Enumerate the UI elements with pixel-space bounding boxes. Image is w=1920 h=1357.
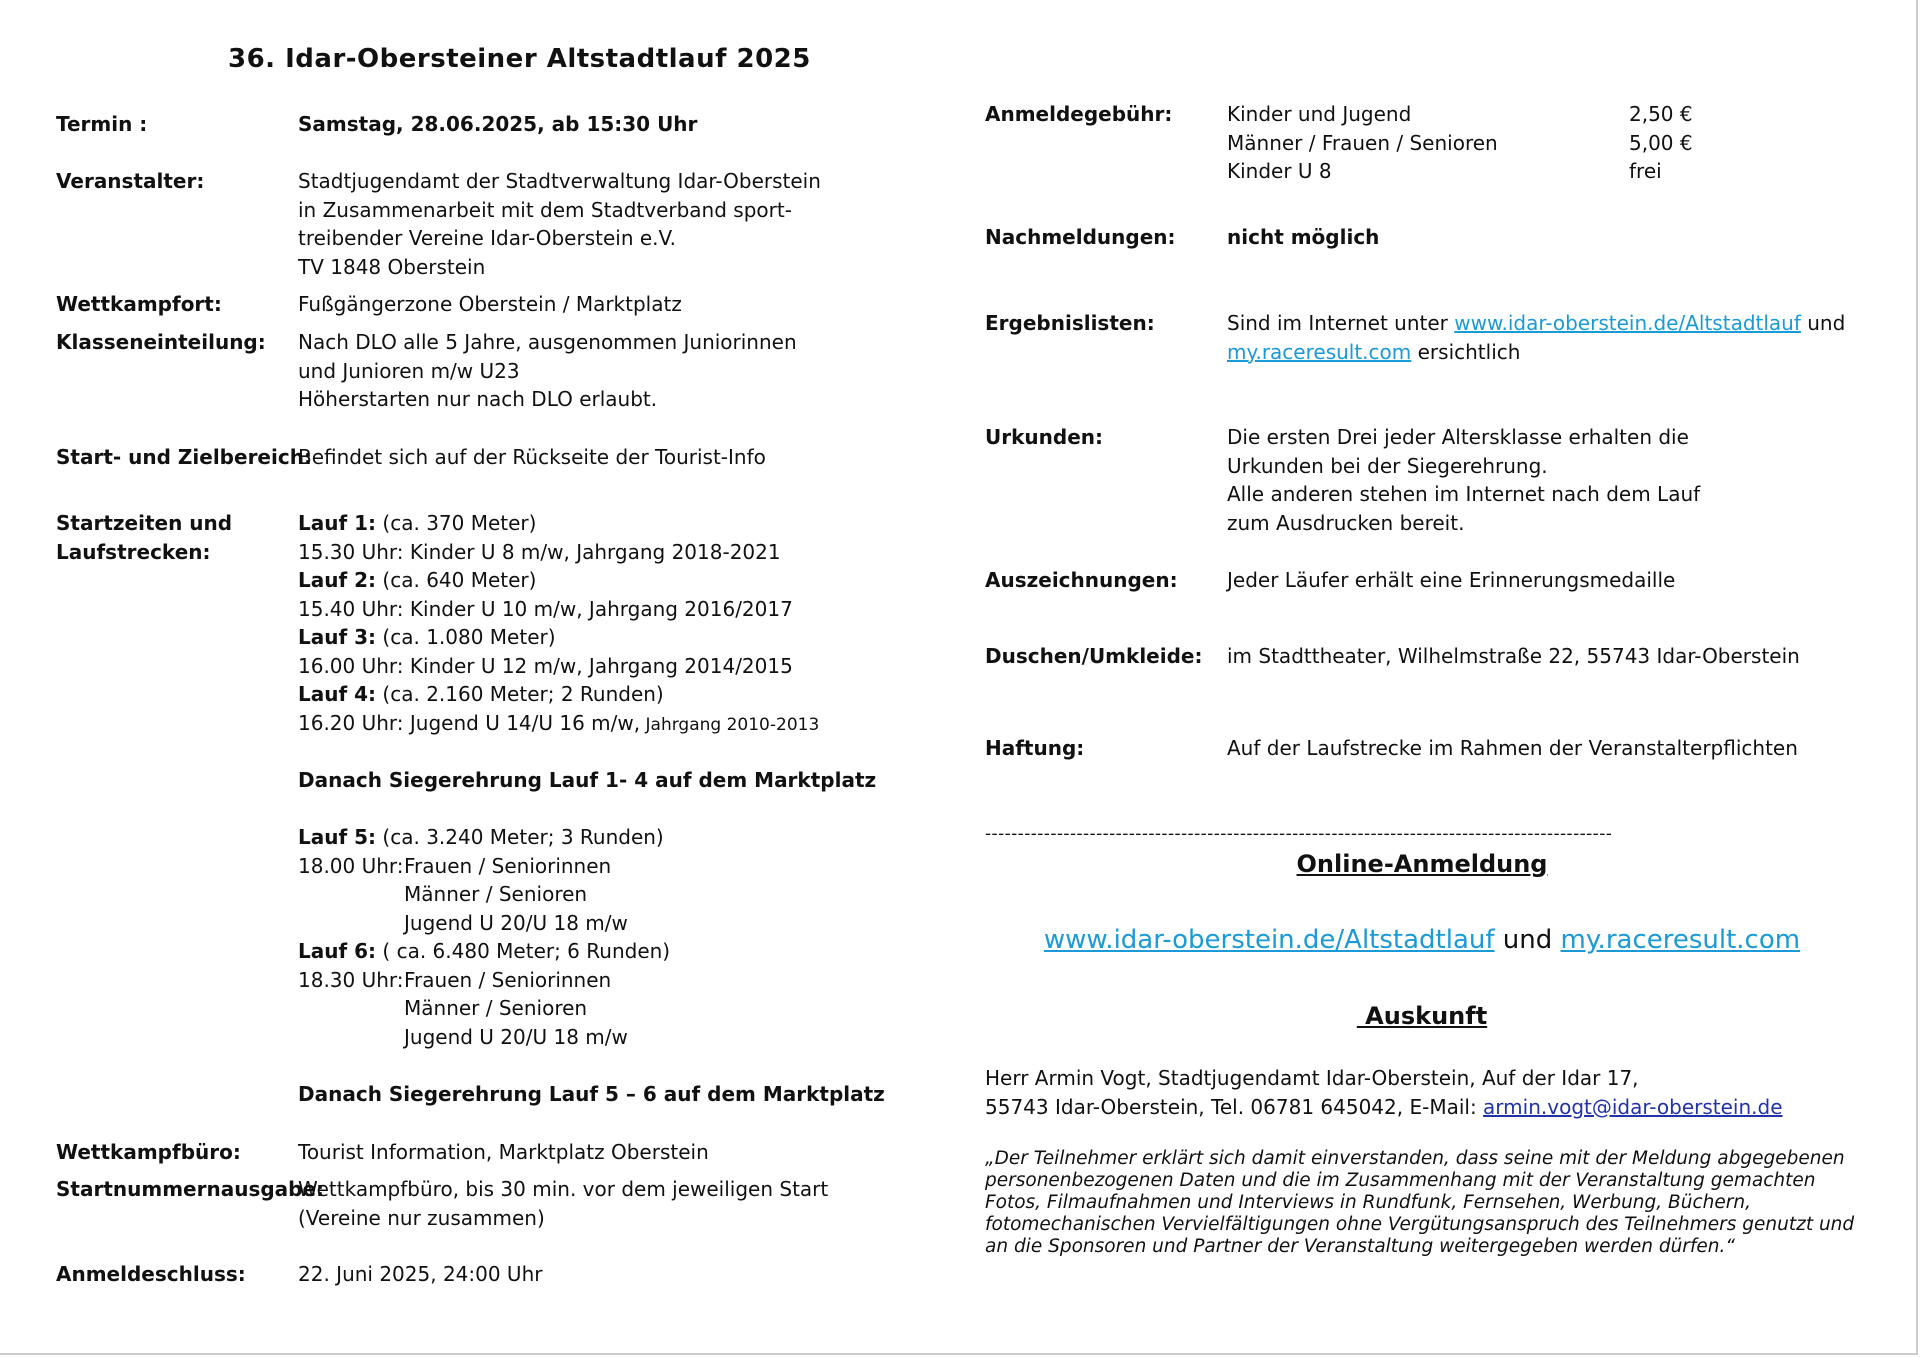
lauf3-title: Lauf 3: <box>298 625 377 649</box>
wettkampfort-value: Fußgängerzone Oberstein / Marktplatz <box>298 292 682 316</box>
klassen-line: und Junioren m/w U23 <box>298 358 520 383</box>
lauf5-title: Lauf 5: <box>298 825 377 849</box>
lauf5-row <box>298 852 670 881</box>
startnr-line: (Vereine nur zusammen) <box>298 1205 545 1230</box>
auszeichnung-label: Auszeichnungen: <box>985 568 1178 592</box>
veranstalter-line: Stadtjugendamt der Stadtverwaltung Idar-Oberstein <box>298 169 821 193</box>
page-title: 36. Idar-Obersteiner Altstadtlauf 2025 <box>228 44 811 74</box>
lauf4-title: Lauf 4: <box>298 682 377 706</box>
urkunden-line: Die ersten Drei jeder Altersklasse erhalten die <box>1227 425 1689 449</box>
klassen-line: Höherstarten nur nach DLO erlaubt. <box>298 387 658 411</box>
gebuehr-table <box>1227 100 1693 186</box>
siegerehrung-2: Danach Siegerehrung Lauf 5 – 6 auf dem Marktplatz <box>298 1082 885 1106</box>
startnr-label: Startnummernausgabe: <box>56 1177 325 1201</box>
termin-value: Samstag, 28.06.2025, ab 15:30 Uhr <box>298 112 698 136</box>
veranstalter-line: TV 1848 Oberstein <box>298 254 486 279</box>
contact-line-pre: 55743 Idar-Oberstein, Tel. 06781 645042, E-Mail: <box>985 1094 1484 1119</box>
lauf2-line: 15.40 Uhr: Kinder U 10 m/w, Jahrgang 2016/2017 <box>298 596 793 621</box>
lauf4-line-year: Jahrgang 2010-2013 <box>640 714 820 735</box>
results-link-idar-oberstein[interactable]: www.idar-oberstein.de/Altstadtlauf <box>1454 311 1801 335</box>
ergebnis-pre: Sind im Internet unter <box>1227 311 1455 335</box>
lauf6-time: 18.30 Uhr: <box>298 967 404 992</box>
startnr-value <box>298 1175 828 1232</box>
ergebnis-line <box>1227 309 1845 338</box>
registration-link-idar-oberstein[interactable]: www.idar-oberstein.de/Altstadtlauf <box>1043 925 1495 955</box>
startzeiten-label-line: Laufstrecken: <box>56 539 211 564</box>
laufstrecken-list <box>298 509 819 737</box>
ergebnis-line <box>1227 338 1845 367</box>
lauf6-row <box>298 966 670 995</box>
privacy-disclaimer: „Der Teilnehmer erklärt sich damit einverstanden, dass seine mit der Meldung abgegebenen personenbezogenen Daten und die im Zusammenhang mit der Veranstaltung gemachten Fotos, Filmaufnahmen und Interviews in Rundfunk, Fernsehen, Werbung, Büchern, fotomechanischen Vervielfältigungen ohne Vergütungsanspruch des Teilnehmers genutzt und an die Sponsoren und Partner der Veranstaltung weitergegeben werden dürfen.“ <box>985 1148 1855 1257</box>
lauf6-distance: ( ca. 6.480 Meter; 6 Runden) <box>376 939 671 963</box>
lauf5-block <box>298 823 670 1051</box>
schluss-label: Anmeldeschluss: <box>56 1262 246 1286</box>
online-links-separator: und <box>1494 925 1561 955</box>
lauf3-heading <box>298 623 819 652</box>
klassen-line: Nach DLO alle 5 Jahre, ausgenommen Juniorinnen <box>298 330 797 354</box>
nach-label: Nachmeldungen: <box>985 225 1176 249</box>
startziel-label: Start- und Zielbereich: <box>56 445 312 469</box>
lauf2-title: Lauf 2: <box>298 568 377 592</box>
ergebnis-mid: und <box>1800 311 1846 335</box>
ergebnis-label: Ergebnislisten: <box>985 311 1155 335</box>
lauf3-distance: (ca. 1.080 Meter) <box>376 625 556 649</box>
online-links <box>985 925 1859 955</box>
siegerehrung-1: Danach Siegerehrung Lauf 1- 4 auf dem Marktplatz <box>298 768 877 792</box>
buero-value: Tourist Information, Marktplatz Oberstein <box>298 1140 709 1164</box>
lauf5-time: 18.00 Uhr: <box>298 853 404 878</box>
haftung-label: Haftung: <box>985 736 1085 760</box>
duschen-label: Duschen/Umkleide: <box>985 644 1203 668</box>
veranstalter-value <box>298 167 821 281</box>
urkunden-value <box>1227 423 1700 537</box>
klassen-label: Klasseneinteilung: <box>56 330 266 354</box>
gebuehr-row <box>1227 129 1693 158</box>
lauf4-distance: (ca. 2.160 Meter; 2 Runden) <box>376 682 664 706</box>
lauf6-category: Jugend U 20/U 18 m/w <box>404 1024 628 1049</box>
gebuehr-category: Männer / Frauen / Senioren <box>1227 130 1498 155</box>
lauf4-heading <box>298 680 819 709</box>
registration-link-raceresult[interactable]: my.raceresult.com <box>1560 925 1801 955</box>
lauf1-line: 15.30 Uhr: Kinder U 8 m/w, Jahrgang 2018-2021 <box>298 539 781 564</box>
urkunden-label: Urkunden: <box>985 425 1103 449</box>
lauf2-distance: (ca. 640 Meter) <box>376 568 537 592</box>
gebuehr-label: Anmeldegebühr: <box>985 102 1173 126</box>
klassen-value <box>298 328 797 414</box>
gebuehr-price: 2,50 € <box>1629 102 1693 126</box>
lauf6-category: Männer / Senioren <box>404 996 588 1020</box>
lauf3-line: 16.00 Uhr: Kinder U 12 m/w, Jahrgang 2014/2015 <box>298 653 793 678</box>
lauf5-category: Frauen / Seniorinnen <box>404 853 612 878</box>
contact-line: Herr Armin Vogt, Stadtjugendamt Idar-Oberstein, Auf der Idar 17, <box>985 1066 1639 1090</box>
lauf1-title: Lauf 1: <box>298 511 377 535</box>
termin-label: Termin : <box>56 112 148 136</box>
divider: ------------------------------------------------------------------------------------------------ <box>985 824 1613 844</box>
lauf6-category: Frauen / Seniorinnen <box>404 967 612 992</box>
contact-email-link[interactable]: armin.vogt@idar-oberstein.de <box>1483 1094 1783 1119</box>
urkunden-line: zum Ausdrucken bereit. <box>1227 510 1465 535</box>
gebuehr-price: 5,00 € <box>1629 130 1693 155</box>
nach-value: nicht möglich <box>1227 225 1380 249</box>
lauf5-heading <box>298 823 670 852</box>
schluss-value: 22. Juni 2025, 24:00 Uhr <box>298 1262 543 1286</box>
lauf6-heading <box>298 937 670 966</box>
gebuehr-category: Kinder U 8 <box>1227 159 1332 183</box>
results-link-raceresult[interactable]: my.raceresult.com <box>1227 339 1412 364</box>
lauf5-category: Jugend U 20/U 18 m/w <box>404 910 628 935</box>
gebuehr-row <box>1227 157 1693 186</box>
lauf4-line-main: 16.20 Uhr: Jugend U 14/U 16 m/w, <box>298 710 641 735</box>
gebuehr-price: frei <box>1629 159 1662 183</box>
contact-line <box>985 1093 1783 1122</box>
lauf1-heading <box>298 509 819 538</box>
urkunden-line: Alle anderen stehen im Internet nach dem Lauf <box>1227 482 1701 506</box>
duschen-value: im Stadttheater, Wilhelmstraße 22, 55743 Idar-Oberstein <box>1227 644 1800 668</box>
startzeiten-label-line: Startzeiten und <box>56 511 233 535</box>
online-heading: Online-Anmeldung <box>1296 850 1548 878</box>
gebuehr-row <box>1227 100 1693 129</box>
veranstalter-line: treibender Vereine Idar-Oberstein e.V. <box>298 226 676 250</box>
veranstalter-line: in Zusammenarbeit mit dem Stadtverband sport- <box>298 197 792 222</box>
startzeiten-label <box>56 509 232 566</box>
veranstalter-label: Veranstalter: <box>56 169 205 193</box>
wettkampfort-label: Wettkampfort: <box>56 292 222 316</box>
startziel-value: Befindet sich auf der Rückseite der Tourist-Info <box>298 445 766 469</box>
lauf6-title: Lauf 6: <box>298 939 377 963</box>
buero-label: Wettkampfbüro: <box>56 1140 241 1164</box>
lauf4-line <box>298 709 819 738</box>
lauf5-distance: (ca. 3.240 Meter; 3 Runden) <box>376 825 664 849</box>
lauf2-heading <box>298 566 819 595</box>
auskunft-heading: Auskunft <box>1356 1002 1488 1030</box>
haftung-value: Auf der Laufstrecke im Rahmen der Veranstalterpflichten <box>1227 736 1798 760</box>
ergebnis-value <box>1227 309 1845 366</box>
startnr-line: Wettkampfbüro, bis 30 min. vor dem jeweiligen Start <box>298 1177 829 1201</box>
ergebnis-post: ersichtlich <box>1411 339 1521 364</box>
urkunden-line: Urkunden bei der Siegerehrung. <box>1227 453 1548 478</box>
gebuehr-category: Kinder und Jugend <box>1227 102 1412 126</box>
contact-block <box>985 1064 1783 1121</box>
lauf1-distance: (ca. 370 Meter) <box>376 511 537 535</box>
lauf5-category: Männer / Senioren <box>404 882 588 906</box>
auszeichnung-value: Jeder Läufer erhält eine Erinnerungsmedaille <box>1227 568 1676 592</box>
